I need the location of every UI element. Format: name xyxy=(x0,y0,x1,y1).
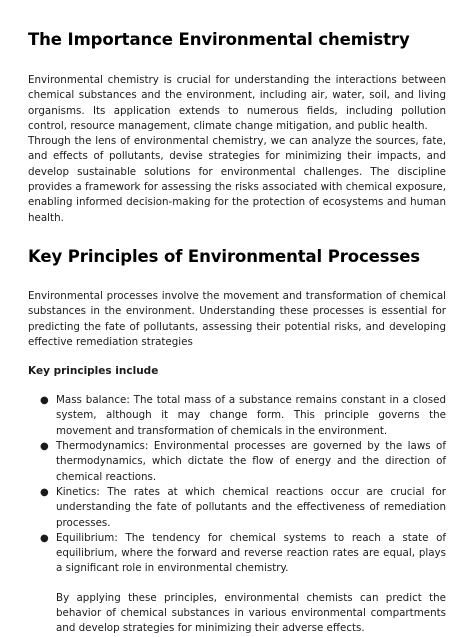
document-page xyxy=(28,29,446,637)
list-item-text: Thermodynamics: Environmental processes are governed by the laws of thermodynamics, which dictate the flow of energy and the direction of chemical reactions. xyxy=(56,440,446,483)
list-item xyxy=(40,531,446,577)
bullet-icon: ● xyxy=(40,441,49,453)
section-title: The Importance Environmental chemistry xyxy=(28,30,410,49)
section-importance xyxy=(28,29,446,226)
closing-paragraph: By applying these principles, environmental chemists can predict the behavior of chemical substances in various environmental compartments and develop strategies for minimizing their adverse effects. xyxy=(56,591,446,635)
bullet-icon: ● xyxy=(40,395,49,407)
list-item-text: Mass balance: The total mass of a substance remains constant in a closed system, although it may change form. This principle governs the movement and transformation of chemicals in the environment. xyxy=(56,394,446,437)
bullet-icon: ● xyxy=(40,486,49,498)
paragraph: Through the lens of environmental chemistry, we can analyze the sources, fate, and effects of pollutants, devise strategies for minimizing their impacts, and develop sustainable solutions for environmental challenges. The discipline provides a framework for assessing the risks associated with chemical exposure, enabling informed decision-making for the protection of ecosystems and human health. xyxy=(28,135,446,224)
section-title: Key Principles of Environmental Processes xyxy=(28,246,421,266)
principles-list xyxy=(28,393,446,577)
paragraph: Environmental processes involve the movement and transformation of chemical substances in the environment. Understanding these processes is essential for predicting the fate of pollutants, assessing their potential risks, and developing effective remediation strategies xyxy=(28,289,446,348)
list-item xyxy=(40,393,446,439)
list-item xyxy=(40,439,446,485)
section-key-principles xyxy=(28,246,446,637)
subheading: Key principles include xyxy=(28,365,159,378)
paragraph: Environmental chemistry is crucial for understanding the interactions between chemical substances and the environment, including air, water, soil, and living organisms. Its application extends to numerous fields, including pollution control, resource management, climate change mitigation, and public health. xyxy=(28,74,446,132)
bullet-icon: ● xyxy=(40,532,49,544)
list-item xyxy=(40,485,446,531)
list-item-text: Equilibrium: The tendency for chemical systems to reach a state of equilibrium, where the forward and reverse reaction rates are equal, plays a significant role in environmental chemistry. xyxy=(56,531,446,575)
list-item-text: Kinetics: The rates at which chemical reactions occur are crucial for understanding the fate of pollutants and the effectiveness of remediation processes. xyxy=(56,485,446,529)
